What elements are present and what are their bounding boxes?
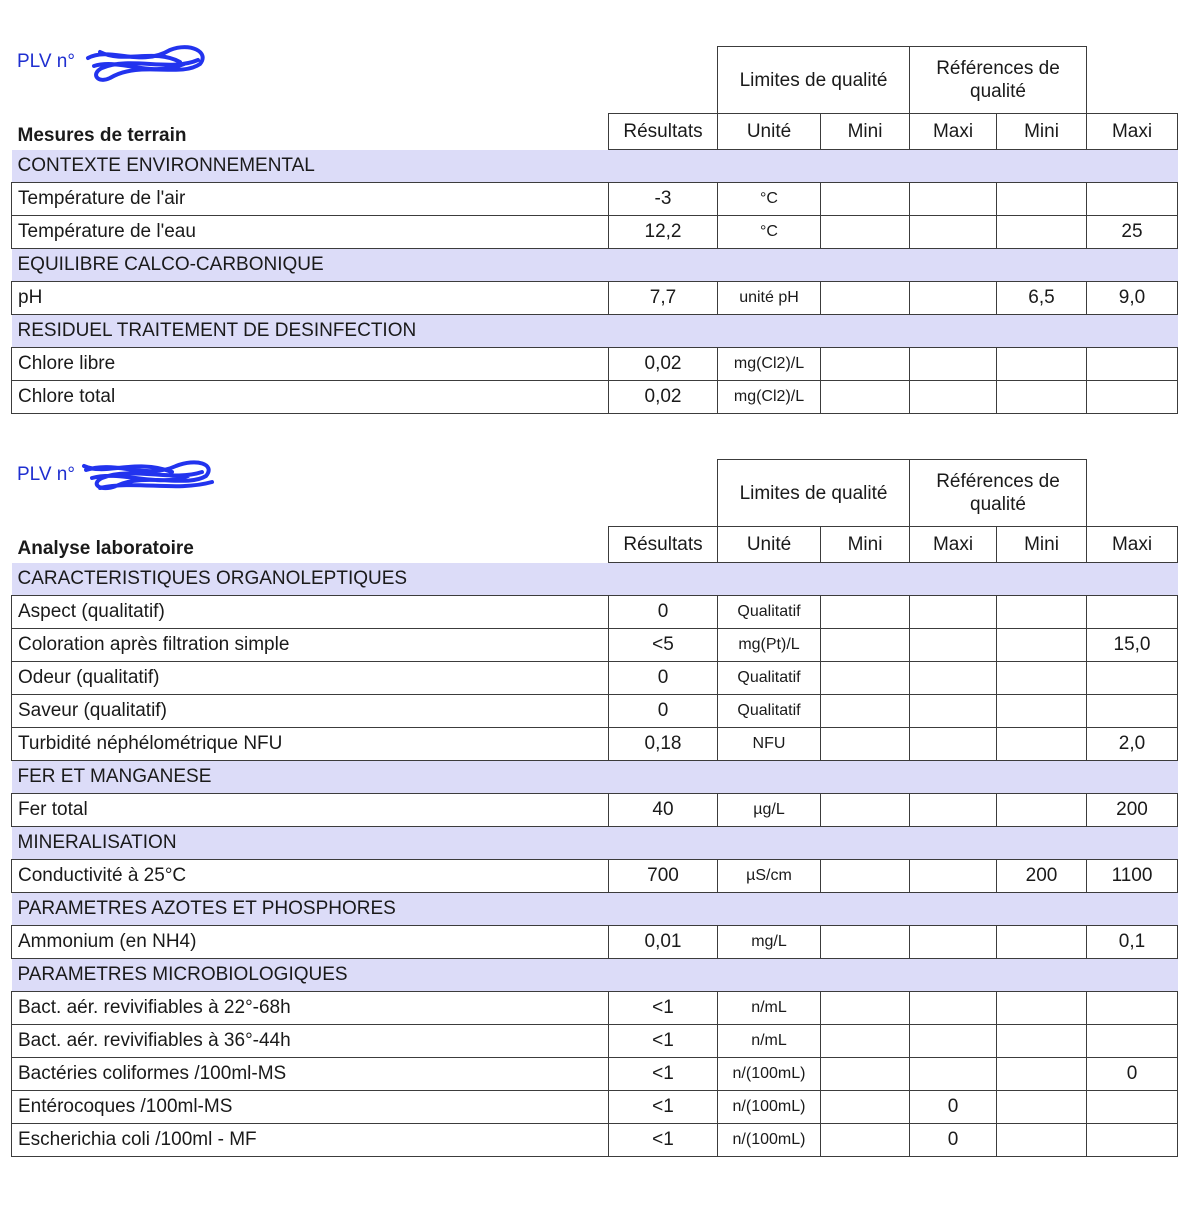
ref-max-value bbox=[1087, 695, 1178, 728]
table-row bbox=[12, 662, 1178, 695]
limit-min-value bbox=[821, 794, 910, 827]
parameter-name: Escherichia coli /100ml - MF bbox=[12, 1124, 609, 1157]
limit-max-header: Maxi bbox=[910, 114, 997, 150]
ref-min-value bbox=[997, 381, 1087, 414]
ref-max-value bbox=[1087, 1124, 1178, 1157]
ref-max-value: 0 bbox=[1087, 1058, 1178, 1091]
category-row bbox=[12, 761, 1178, 794]
results-header: Résultats bbox=[609, 527, 718, 563]
quality-limits-header: Limites de qualité bbox=[718, 47, 910, 114]
category-label: PARAMETRES MICROBIOLOGIQUES bbox=[12, 959, 1178, 992]
unit-value: NFU bbox=[718, 728, 821, 761]
result-value: <1 bbox=[609, 992, 718, 1025]
ref-max-value bbox=[1087, 1025, 1178, 1058]
ref-max-header: Maxi bbox=[1087, 527, 1178, 563]
parameter-name: Température de l'air bbox=[12, 183, 609, 216]
result-value: <5 bbox=[609, 629, 718, 662]
limit-max-value bbox=[910, 282, 997, 315]
result-value: 0,02 bbox=[609, 348, 718, 381]
limit-max-value bbox=[910, 926, 997, 959]
ref-max-value bbox=[1087, 596, 1178, 629]
plv-label-field: PLV n° bbox=[17, 51, 75, 72]
limit-min-value bbox=[821, 629, 910, 662]
unit-value: µg/L bbox=[718, 794, 821, 827]
table-row bbox=[12, 282, 1178, 315]
lab-analysis-table bbox=[11, 459, 1178, 1157]
ref-min-value: 6,5 bbox=[997, 282, 1087, 315]
parameter-name: Aspect (qualitatif) bbox=[12, 596, 609, 629]
ref-max-value bbox=[1087, 992, 1178, 1025]
limit-min-value bbox=[821, 695, 910, 728]
ref-min-value bbox=[997, 728, 1087, 761]
ref-max-value: 9,0 bbox=[1087, 282, 1178, 315]
limit-min-value bbox=[821, 1091, 910, 1124]
ref-max-value: 1100 bbox=[1087, 860, 1178, 893]
ref-min-value: 200 bbox=[997, 860, 1087, 893]
limit-max-value: 0 bbox=[910, 1124, 997, 1157]
unit-value: mg(Pt)/L bbox=[718, 629, 821, 662]
unit-value: Qualitatif bbox=[718, 662, 821, 695]
parameter-name: Fer total bbox=[12, 794, 609, 827]
ref-max-value bbox=[1087, 381, 1178, 414]
table-row bbox=[12, 381, 1178, 414]
limit-max-header: Maxi bbox=[910, 527, 997, 563]
limit-min-value bbox=[821, 1058, 910, 1091]
limit-max-value bbox=[910, 596, 997, 629]
parameter-name: Conductivité à 25°C bbox=[12, 860, 609, 893]
unit-value: µS/cm bbox=[718, 860, 821, 893]
limit-max-value bbox=[910, 1058, 997, 1091]
limit-max-value bbox=[910, 348, 997, 381]
result-value: 700 bbox=[609, 860, 718, 893]
limit-min-value bbox=[821, 183, 910, 216]
unit-value: °C bbox=[718, 216, 821, 249]
parameter-name: pH bbox=[12, 282, 609, 315]
table-row bbox=[12, 348, 1178, 381]
ref-max-value bbox=[1087, 183, 1178, 216]
category-label: CONTEXTE ENVIRONNEMENTAL bbox=[12, 150, 1178, 183]
limit-min-value bbox=[821, 662, 910, 695]
limit-min-header: Mini bbox=[821, 527, 910, 563]
unit-value: Qualitatif bbox=[718, 695, 821, 728]
category-row bbox=[12, 893, 1178, 926]
ref-min-value bbox=[997, 926, 1087, 959]
result-value: 0 bbox=[609, 695, 718, 728]
limit-min-value bbox=[821, 348, 910, 381]
ref-max-value bbox=[1087, 1091, 1178, 1124]
ref-min-header: Mini bbox=[997, 114, 1087, 150]
limit-max-value bbox=[910, 992, 997, 1025]
table-row bbox=[12, 926, 1178, 959]
limit-max-value bbox=[910, 860, 997, 893]
unit-value: unité pH bbox=[718, 282, 821, 315]
table-row bbox=[12, 1124, 1178, 1157]
unit-value: n/(100mL) bbox=[718, 1091, 821, 1124]
result-value: 0 bbox=[609, 596, 718, 629]
quality-limits-header: Limites de qualité bbox=[718, 460, 910, 527]
limit-max-value: 0 bbox=[910, 1091, 997, 1124]
ref-min-value bbox=[997, 348, 1087, 381]
field-measurements-table bbox=[11, 46, 1178, 414]
parameter-name: Température de l'eau bbox=[12, 216, 609, 249]
unit-value: mg(Cl2)/L bbox=[718, 381, 821, 414]
plv-label-lab: PLV n° bbox=[17, 464, 75, 485]
category-row bbox=[12, 315, 1178, 348]
ref-max-value: 2,0 bbox=[1087, 728, 1178, 761]
result-value: -3 bbox=[609, 183, 718, 216]
category-label: CARACTERISTIQUES ORGANOLEPTIQUES bbox=[12, 563, 1178, 596]
result-value: 0,01 bbox=[609, 926, 718, 959]
ref-min-value bbox=[997, 794, 1087, 827]
category-label: FER ET MANGANESE bbox=[12, 761, 1178, 794]
limit-max-value bbox=[910, 629, 997, 662]
ref-min-value bbox=[997, 1058, 1087, 1091]
table-row bbox=[12, 728, 1178, 761]
limit-min-value bbox=[821, 926, 910, 959]
table-row bbox=[12, 216, 1178, 249]
category-label: EQUILIBRE CALCO-CARBONIQUE bbox=[12, 249, 1178, 282]
table-row bbox=[12, 1091, 1178, 1124]
result-value: <1 bbox=[609, 1124, 718, 1157]
category-label: PARAMETRES AZOTES ET PHOSPHORES bbox=[12, 893, 1178, 926]
parameter-name: Bactéries coliformes /100ml-MS bbox=[12, 1058, 609, 1091]
category-label: RESIDUEL TRAITEMENT DE DESINFECTION bbox=[12, 315, 1178, 348]
ref-max-value: 25 bbox=[1087, 216, 1178, 249]
result-value: 40 bbox=[609, 794, 718, 827]
limit-max-value bbox=[910, 216, 997, 249]
ref-max-value bbox=[1087, 348, 1178, 381]
unit-header: Unité bbox=[718, 527, 821, 563]
parameter-name: Coloration après filtration simple bbox=[12, 629, 609, 662]
ref-min-value bbox=[997, 216, 1087, 249]
limit-max-value bbox=[910, 183, 997, 216]
category-row bbox=[12, 249, 1178, 282]
category-row bbox=[12, 150, 1178, 183]
ref-max-value: 15,0 bbox=[1087, 629, 1178, 662]
ref-min-value bbox=[997, 992, 1087, 1025]
parameter-name: Bact. aér. revivifiables à 36°-44h bbox=[12, 1025, 609, 1058]
ref-max-value bbox=[1087, 662, 1178, 695]
limit-min-value bbox=[821, 1124, 910, 1157]
table-row bbox=[12, 794, 1178, 827]
parameter-name: Bact. aér. revivifiables à 22°-68h bbox=[12, 992, 609, 1025]
ref-min-value bbox=[997, 183, 1087, 216]
limit-min-value bbox=[821, 282, 910, 315]
limit-max-value bbox=[910, 695, 997, 728]
limit-max-value bbox=[910, 662, 997, 695]
limit-min-value bbox=[821, 860, 910, 893]
limit-max-value bbox=[910, 381, 997, 414]
result-value: 0,02 bbox=[609, 381, 718, 414]
result-value: 0 bbox=[609, 662, 718, 695]
category-row bbox=[12, 827, 1178, 860]
result-value: <1 bbox=[609, 1058, 718, 1091]
ref-min-value bbox=[997, 695, 1087, 728]
parameter-name: Odeur (qualitatif) bbox=[12, 662, 609, 695]
limit-min-value bbox=[821, 1025, 910, 1058]
ref-min-value bbox=[997, 1124, 1087, 1157]
ref-min-value bbox=[997, 1091, 1087, 1124]
ref-min-value bbox=[997, 596, 1087, 629]
ref-min-value bbox=[997, 629, 1087, 662]
unit-value: n/mL bbox=[718, 1025, 821, 1058]
result-value: <1 bbox=[609, 1091, 718, 1124]
table-row bbox=[12, 695, 1178, 728]
limit-max-value bbox=[910, 728, 997, 761]
ref-max-header: Maxi bbox=[1087, 114, 1178, 150]
limit-max-value bbox=[910, 794, 997, 827]
quality-references-header: Références de qualité bbox=[910, 460, 1087, 527]
result-value: 0,18 bbox=[609, 728, 718, 761]
parameter-name: Chlore libre bbox=[12, 348, 609, 381]
result-value: 7,7 bbox=[609, 282, 718, 315]
category-label: MINERALISATION bbox=[12, 827, 1178, 860]
result-value: <1 bbox=[609, 1025, 718, 1058]
limit-min-value bbox=[821, 381, 910, 414]
unit-value: mg(Cl2)/L bbox=[718, 348, 821, 381]
limit-min-value bbox=[821, 216, 910, 249]
section-title: Analyse laboratoire bbox=[17, 537, 194, 559]
unit-value: mg/L bbox=[718, 926, 821, 959]
limit-min-value bbox=[821, 992, 910, 1025]
table-row bbox=[12, 1058, 1178, 1091]
unit-value: n/mL bbox=[718, 992, 821, 1025]
limit-min-header: Mini bbox=[821, 114, 910, 150]
ref-min-header: Mini bbox=[997, 527, 1087, 563]
results-header: Résultats bbox=[609, 114, 718, 150]
limit-min-value bbox=[821, 728, 910, 761]
ref-max-value: 200 bbox=[1087, 794, 1178, 827]
parameter-name: Ammonium (en NH4) bbox=[12, 926, 609, 959]
table-row bbox=[12, 629, 1178, 662]
ref-min-value bbox=[997, 1025, 1087, 1058]
parameter-name: Chlore total bbox=[12, 381, 609, 414]
unit-value: n/(100mL) bbox=[718, 1058, 821, 1091]
parameter-name: Turbidité néphélométrique NFU bbox=[12, 728, 609, 761]
unit-header: Unité bbox=[718, 114, 821, 150]
unit-value: n/(100mL) bbox=[718, 1124, 821, 1157]
table-row bbox=[12, 860, 1178, 893]
section-title: Mesures de terrain bbox=[17, 124, 187, 146]
ref-max-value: 0,1 bbox=[1087, 926, 1178, 959]
table-row bbox=[12, 992, 1178, 1025]
ref-min-value bbox=[997, 662, 1087, 695]
parameter-name: Entérocoques /100ml-MS bbox=[12, 1091, 609, 1124]
table-row bbox=[12, 1025, 1178, 1058]
limit-max-value bbox=[910, 1025, 997, 1058]
category-row bbox=[12, 563, 1178, 596]
limit-min-value bbox=[821, 596, 910, 629]
unit-value: Qualitatif bbox=[718, 596, 821, 629]
category-row bbox=[12, 959, 1178, 992]
table-row bbox=[12, 183, 1178, 216]
unit-value: °C bbox=[718, 183, 821, 216]
parameter-name: Saveur (qualitatif) bbox=[12, 695, 609, 728]
quality-references-header: Références de qualité bbox=[910, 47, 1087, 114]
result-value: 12,2 bbox=[609, 216, 718, 249]
table-row bbox=[12, 596, 1178, 629]
